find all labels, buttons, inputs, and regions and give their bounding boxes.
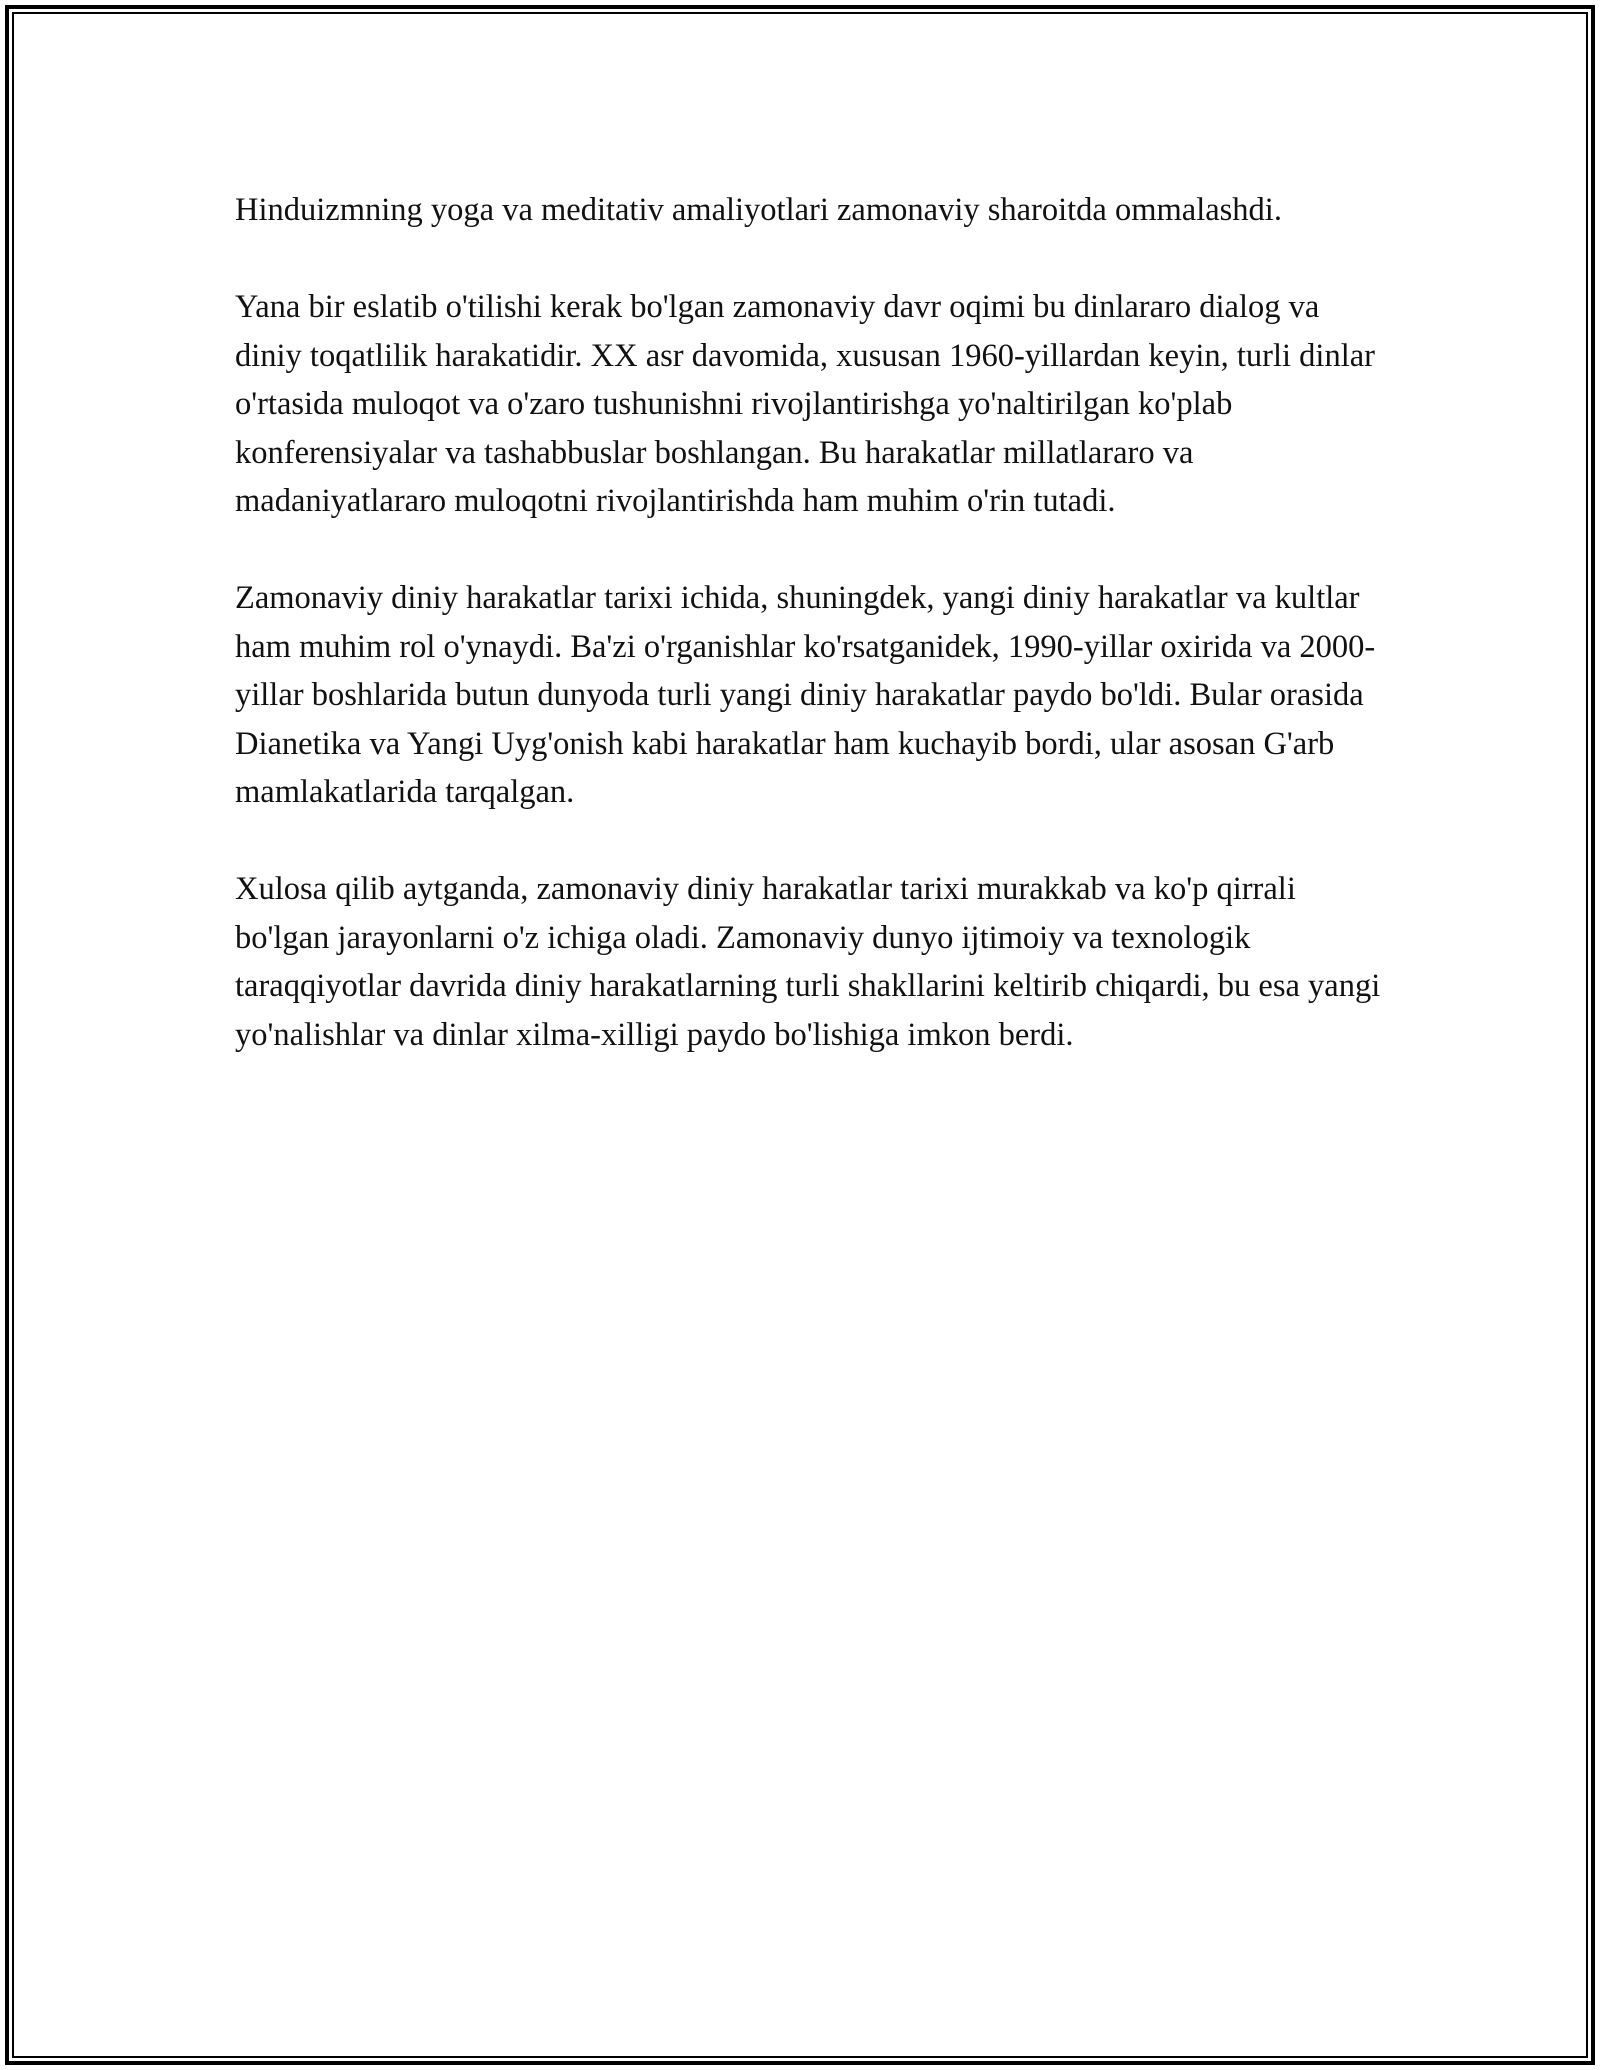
paragraph: Hinduizmning yoga va meditativ amaliyotlari zamonaviy sharoitda ommalashdi. <box>235 192 1282 228</box>
paragraph: Xulosa qilib aytganda, zamonaviy diniy harakatlar tarixi murakkab va ko'p qirrali bo'lgan jarayonlarni o'z ichiga oladi. Zamonaviy dunyo ijtimoiy va texnologik taraqqiyotlar davrida diniy harakatlarning turli shakllarini keltirib chiqardi, bu esa yangi yo'nalishlar va dinlar xilma-xilligi paydo bo'lishiga imkon berdi. <box>235 871 1381 1053</box>
paragraph: Zamonaviy diniy harakatlar tarixi ichida, shuningdek, yangi diniy harakatlar va kultlar ham muhim rol o'ynaydi. Ba'zi o'rganishlar ko'rsatganidek, 1990-yillar oxirida va 2000-yillar boshlarida butun dunyoda turli yangi diniy harakatlar paydo bo'ldi. Bular orasida Dianetika va Yangi Uyg'onish kabi harakatlar ham kuchayib bordi, ular asosan G'arb mamlakatlarida tarqalgan. <box>235 580 1376 810</box>
document-body <box>235 186 1385 1108</box>
paragraph: Yana bir eslatib o'tilishi kerak bo'lgan zamonaviy davr oqimi bu dinlararo dialog va diniy toqatlilik harakatidir. XX asr davomida, xususan 1960-yillardan keyin, turli dinlar o'rtasida muloqot va o'zaro tushunishni rivojlantirishga yo'naltirilgan ko'plab konferensiyalar va tashabbuslar boshlangan. Bu harakatlar millatlararo va madaniyatlararo muloqotni rivojlantirishda ham muhim o'rin tutadi. <box>235 289 1375 519</box>
